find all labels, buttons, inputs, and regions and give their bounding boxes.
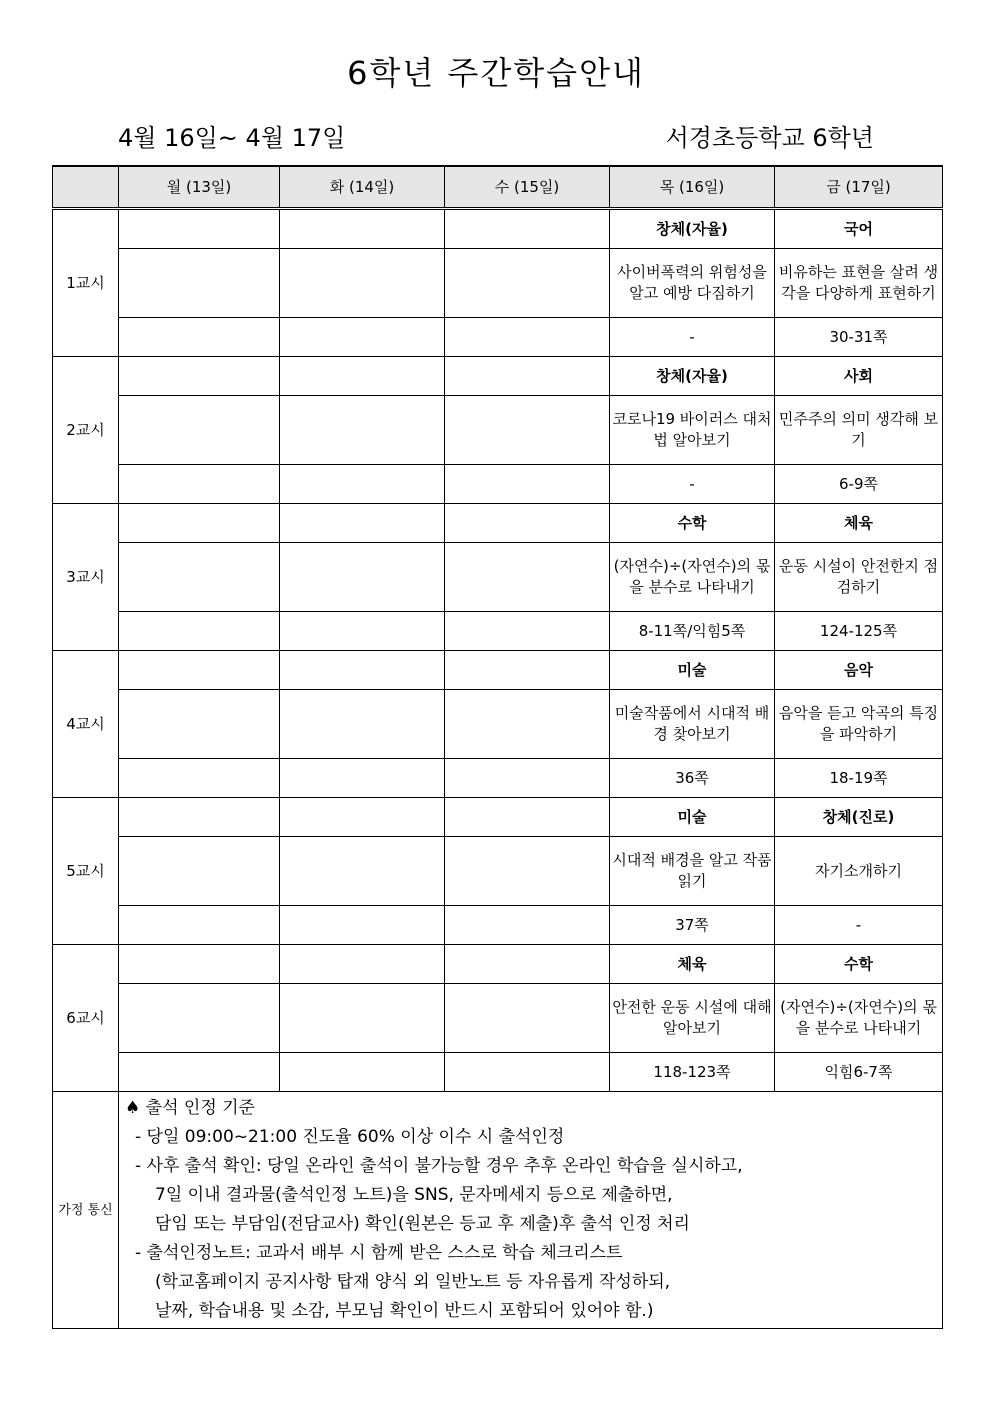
- cell-thu-subject: 미술: [610, 798, 775, 837]
- cell-fri-desc: 운동 시설이 안전한지 점검하기: [775, 543, 943, 612]
- cell-fri-subject: 사회: [775, 357, 943, 396]
- cell-fri-subject: 음악: [775, 651, 943, 690]
- cell-tue-empty: [280, 612, 445, 651]
- cell-thu-subject: 미술: [610, 651, 775, 690]
- cell-wed-empty: [445, 465, 610, 504]
- cell-tue-empty: [280, 465, 445, 504]
- cell-fri-desc: 민주주의 의미 생각해 보기: [775, 396, 943, 465]
- weekly-schedule-table: [52, 165, 943, 1329]
- period-6-desc-row: [53, 984, 943, 1053]
- header-tue: 화 (14일): [280, 166, 445, 209]
- cell-mon-empty: [119, 1053, 280, 1092]
- period-2-desc-row: [53, 396, 943, 465]
- cell-fri-page: 18-19쪽: [775, 759, 943, 798]
- cell-mon-empty: [119, 984, 280, 1053]
- header-mon: 월 (13일): [119, 166, 280, 209]
- period-2-page-row: [53, 465, 943, 504]
- cell-mon-empty: [119, 209, 280, 249]
- header-row: [53, 166, 943, 209]
- cell-mon-empty: [119, 249, 280, 318]
- cell-thu-page: 118-123쪽: [610, 1053, 775, 1092]
- cell-fri-desc: 음악을 듣고 악곡의 특징을 파악하기: [775, 690, 943, 759]
- cell-wed-empty: [445, 612, 610, 651]
- header-corner: [53, 166, 119, 209]
- cell-wed-empty: [445, 759, 610, 798]
- cell-fri-subject: 창체(진로): [775, 798, 943, 837]
- period-2-subject-row: [53, 357, 943, 396]
- cell-fri-page: 익힘6-7쪽: [775, 1053, 943, 1092]
- cell-tue-empty: [280, 945, 445, 984]
- cell-thu-page: 36쪽: [610, 759, 775, 798]
- cell-mon-empty: [119, 318, 280, 357]
- notice-line: - 당일 09:00~21:00 진도율 60% 이상 이수 시 출석인정: [135, 1127, 565, 1147]
- notice-line: (학교홈페이지 공지사항 탑재 양식 외 일반노트 등 자유롭게 작성하되,: [155, 1272, 671, 1292]
- cell-wed-empty: [445, 318, 610, 357]
- cell-tue-empty: [280, 651, 445, 690]
- cell-thu-desc: 미술작품에서 시대적 배경 찾아보기: [610, 690, 775, 759]
- cell-wed-empty: [445, 357, 610, 396]
- period-label: 1교시: [53, 209, 119, 357]
- period-label: 5교시: [53, 798, 119, 945]
- period-1-page-row: [53, 318, 943, 357]
- cell-mon-empty: [119, 396, 280, 465]
- cell-wed-empty: [445, 651, 610, 690]
- notice-content: [119, 1092, 943, 1329]
- cell-fri-page: 6-9쪽: [775, 465, 943, 504]
- notice-line: 날짜, 학습내용 및 소감, 부모님 확인이 반드시 포함되어 있어야 함.): [155, 1301, 654, 1321]
- notice-label: 가정 통신: [53, 1092, 119, 1329]
- school-name: 서경초등학교 6학년: [665, 124, 874, 152]
- period-5-page-row: [53, 906, 943, 945]
- cell-thu-desc: 사이버폭력의 위험성을 알고 예방 다짐하기: [610, 249, 775, 318]
- period-4-subject-row: [53, 651, 943, 690]
- period-label: 6교시: [53, 945, 119, 1092]
- cell-tue-empty: [280, 837, 445, 906]
- cell-thu-page: -: [610, 318, 775, 357]
- cell-fri-subject: 국어: [775, 209, 943, 249]
- cell-wed-empty: [445, 945, 610, 984]
- cell-thu-page: 37쪽: [610, 906, 775, 945]
- cell-tue-empty: [280, 318, 445, 357]
- cell-tue-empty: [280, 504, 445, 543]
- cell-wed-empty: [445, 504, 610, 543]
- cell-mon-empty: [119, 906, 280, 945]
- period-5-subject-row: [53, 798, 943, 837]
- cell-fri-desc: 비유하는 표현을 살려 생각을 다양하게 표현하기: [775, 249, 943, 318]
- cell-thu-subject: 창체(자율): [610, 209, 775, 249]
- cell-wed-empty: [445, 690, 610, 759]
- cell-tue-empty: [280, 543, 445, 612]
- cell-wed-empty: [445, 396, 610, 465]
- cell-thu-page: -: [610, 465, 775, 504]
- period-6-subject-row: [53, 945, 943, 984]
- cell-wed-empty: [445, 984, 610, 1053]
- cell-mon-empty: [119, 798, 280, 837]
- period-5-desc-row: [53, 837, 943, 906]
- cell-mon-empty: [119, 759, 280, 798]
- cell-thu-subject: 수학: [610, 504, 775, 543]
- period-4-page-row: [53, 759, 943, 798]
- cell-tue-empty: [280, 798, 445, 837]
- notice-line: ♠ 출석 인정 기준: [125, 1098, 255, 1118]
- cell-thu-desc: 안전한 운동 시설에 대해 알아보기: [610, 984, 775, 1053]
- cell-mon-empty: [119, 465, 280, 504]
- cell-mon-empty: [119, 543, 280, 612]
- notice-row: [53, 1092, 943, 1329]
- cell-mon-empty: [119, 612, 280, 651]
- cell-mon-empty: [119, 357, 280, 396]
- cell-tue-empty: [280, 906, 445, 945]
- cell-thu-desc: (자연수)÷(자연수)의 몫을 분수로 나타내기: [610, 543, 775, 612]
- cell-wed-empty: [445, 837, 610, 906]
- header-wed: 수 (15일): [445, 166, 610, 209]
- cell-wed-empty: [445, 249, 610, 318]
- cell-tue-empty: [280, 759, 445, 798]
- cell-thu-page: 8-11쪽/익힘5쪽: [610, 612, 775, 651]
- cell-fri-page: -: [775, 906, 943, 945]
- cell-wed-empty: [445, 1053, 610, 1092]
- period-6-page-row: [53, 1053, 943, 1092]
- cell-mon-empty: [119, 504, 280, 543]
- period-4-desc-row: [53, 690, 943, 759]
- cell-thu-desc: 시대적 배경을 알고 작품 읽기: [610, 837, 775, 906]
- cell-mon-empty: [119, 837, 280, 906]
- period-1-subject-row: [53, 209, 943, 249]
- cell-thu-subject: 창체(자율): [610, 357, 775, 396]
- cell-tue-empty: [280, 249, 445, 318]
- cell-mon-empty: [119, 651, 280, 690]
- cell-wed-empty: [445, 209, 610, 249]
- cell-fri-desc: 자기소개하기: [775, 837, 943, 906]
- notice-line: - 출석인정노트: 교과서 배부 시 함께 받은 스스로 학습 체크리스트: [135, 1243, 623, 1263]
- notice-line: 7일 이내 결과물(출석인정 노트)을 SNS, 문자메세지 등으로 제출하면,: [155, 1185, 673, 1205]
- cell-thu-subject: 체육: [610, 945, 775, 984]
- header-fri: 금 (17일): [775, 166, 943, 209]
- cell-tue-empty: [280, 984, 445, 1053]
- period-label: 3교시: [53, 504, 119, 651]
- notice-line: 담임 또는 부담임(전담교사) 확인(원본은 등교 후 제출)후 출석 인정 처리: [155, 1214, 690, 1234]
- cell-wed-empty: [445, 543, 610, 612]
- period-label: 2교시: [53, 357, 119, 504]
- period-3-subject-row: [53, 504, 943, 543]
- cell-tue-empty: [280, 357, 445, 396]
- cell-fri-desc: (자연수)÷(자연수)의 몫을 분수로 나타내기: [775, 984, 943, 1053]
- cell-fri-subject: 체육: [775, 504, 943, 543]
- period-3-desc-row: [53, 543, 943, 612]
- cell-tue-empty: [280, 1053, 445, 1092]
- cell-tue-empty: [280, 396, 445, 465]
- cell-thu-desc: 코로나19 바이러스 대처법 알아보기: [610, 396, 775, 465]
- period-3-page-row: [53, 612, 943, 651]
- cell-fri-page: 30-31쪽: [775, 318, 943, 357]
- date-range: 4월 16일~ 4월 17일: [118, 124, 346, 152]
- cell-wed-empty: [445, 798, 610, 837]
- cell-fri-subject: 수학: [775, 945, 943, 984]
- cell-tue-empty: [280, 690, 445, 759]
- period-1-desc-row: [53, 249, 943, 318]
- cell-mon-empty: [119, 690, 280, 759]
- cell-wed-empty: [445, 906, 610, 945]
- cell-mon-empty: [119, 945, 280, 984]
- page-title: 6학년 주간학습안내: [347, 54, 645, 92]
- notice-line: - 사후 출석 확인: 당일 온라인 출석이 불가능할 경우 추후 온라인 학습을 실시하고,: [135, 1156, 743, 1176]
- period-label: 4교시: [53, 651, 119, 798]
- cell-fri-page: 124-125쪽: [775, 612, 943, 651]
- header-thu: 목 (16일): [610, 166, 775, 209]
- cell-tue-empty: [280, 209, 445, 249]
